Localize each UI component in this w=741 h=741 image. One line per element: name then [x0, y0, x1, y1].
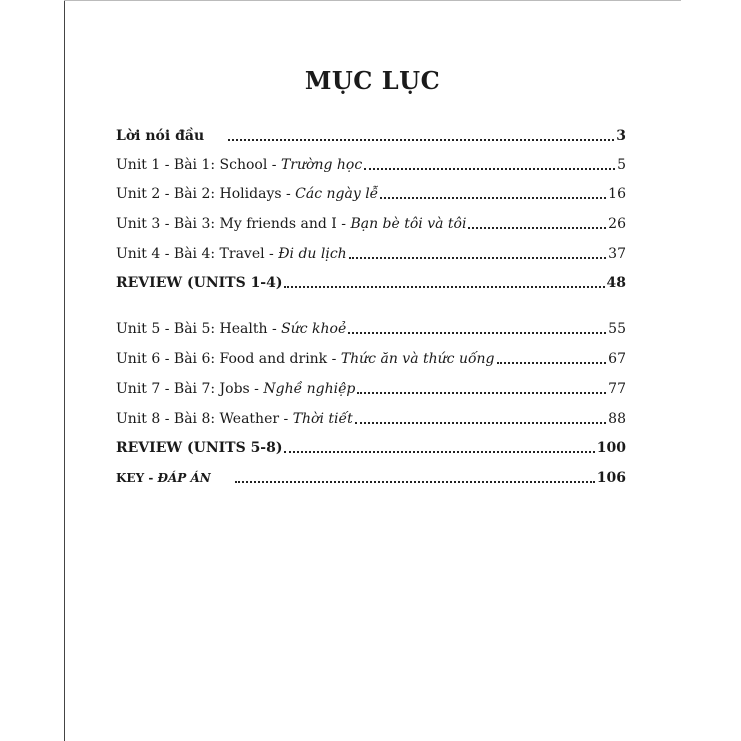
- toc-page-number: 100: [596, 440, 626, 456]
- toc-entry-label: Unit 2 - Bài 2: Holidays -: [116, 186, 296, 202]
- dot-leader: [228, 138, 614, 141]
- toc-page-number: 48: [606, 275, 626, 291]
- toc-entry-unit-7: [116, 375, 626, 397]
- toc-page-number: 67: [608, 351, 626, 367]
- dot-leader: [380, 196, 606, 199]
- toc-entry-unit-5: [116, 315, 626, 337]
- toc-entry-translation: Thời tiết: [292, 411, 353, 427]
- toc-entry-label: Unit 4 - Bài 4: Travel -: [116, 246, 279, 262]
- toc-entry-translation: Trường học: [280, 157, 363, 173]
- dot-leader: [348, 331, 606, 334]
- toc-entry-unit-2: [116, 180, 626, 202]
- dot-leader: [468, 226, 606, 229]
- toc-entry-unit-8: [116, 405, 626, 427]
- toc-entry-label: Unit 7 - Bài 7: Jobs -: [116, 381, 264, 397]
- toc-entry-translation: Bạn bè tôi và tôi: [350, 216, 467, 232]
- dot-leader: [284, 450, 594, 453]
- toc-entry-label: Unit 6 - Bài 6: Food and drink -: [116, 351, 341, 367]
- dot-leader: [284, 285, 604, 288]
- page-top-edge: [64, 0, 681, 1]
- toc-entry-label: REVIEW (UNITS 1-4): [116, 275, 283, 291]
- toc-entry-key: [116, 464, 626, 486]
- toc-page-number: 3: [616, 128, 626, 144]
- page-title: MỤC LỤC: [304, 66, 441, 95]
- toc-page-number: 37: [608, 246, 626, 262]
- toc-page-number: 26: [608, 216, 626, 232]
- toc-entry-label: Unit 3 - Bài 3: My friends and I -: [116, 216, 351, 232]
- dot-leader: [364, 167, 615, 170]
- dot-leader: [355, 421, 606, 424]
- toc-entry-unit-3: [116, 210, 626, 232]
- toc-page-number: 55: [608, 321, 626, 337]
- toc-entry-label: Unit 5 - Bài 5: Health -: [116, 321, 282, 337]
- toc-page-number: 5: [617, 157, 626, 173]
- toc-entry-label: Lời nói đầu: [116, 128, 205, 144]
- toc-page-number: 88: [608, 411, 626, 427]
- toc-entry-translation: Sức khoẻ: [281, 321, 347, 337]
- dot-leader: [235, 480, 595, 483]
- toc-entry-unit-1: [116, 151, 626, 173]
- document-page: [64, 0, 682, 741]
- toc-entry-label: KEY -: [116, 471, 158, 485]
- toc-entry-label: REVIEW (UNITS 5-8): [116, 440, 283, 456]
- toc-entry-review-1: [116, 269, 626, 291]
- dot-leader: [357, 391, 606, 394]
- toc-entry-review-2: [116, 434, 626, 456]
- toc-page-number: 106: [596, 470, 626, 486]
- dot-leader: [349, 256, 606, 259]
- toc-entry-translation: ĐÁP ÁN: [157, 471, 211, 485]
- toc-entry-translation: Các ngày lễ: [295, 186, 379, 202]
- toc-entry-translation: Nghề nghiệp: [263, 381, 356, 397]
- toc-entry-label: Unit 8 - Bài 8: Weather -: [116, 411, 293, 427]
- toc-page-number: 77: [608, 381, 626, 397]
- toc-entry-translation: Đi du lịch: [278, 246, 347, 262]
- toc-page-number: 16: [608, 186, 626, 202]
- toc-entry-label: Unit 1 - Bài 1: School -: [116, 157, 281, 173]
- toc-entry-translation: Thức ăn và thức uống: [340, 351, 495, 367]
- toc-entry-unit-6: [116, 345, 626, 367]
- toc-entry-unit-4: [116, 240, 626, 262]
- toc-entry-preface: [116, 122, 626, 144]
- dot-leader: [497, 361, 607, 364]
